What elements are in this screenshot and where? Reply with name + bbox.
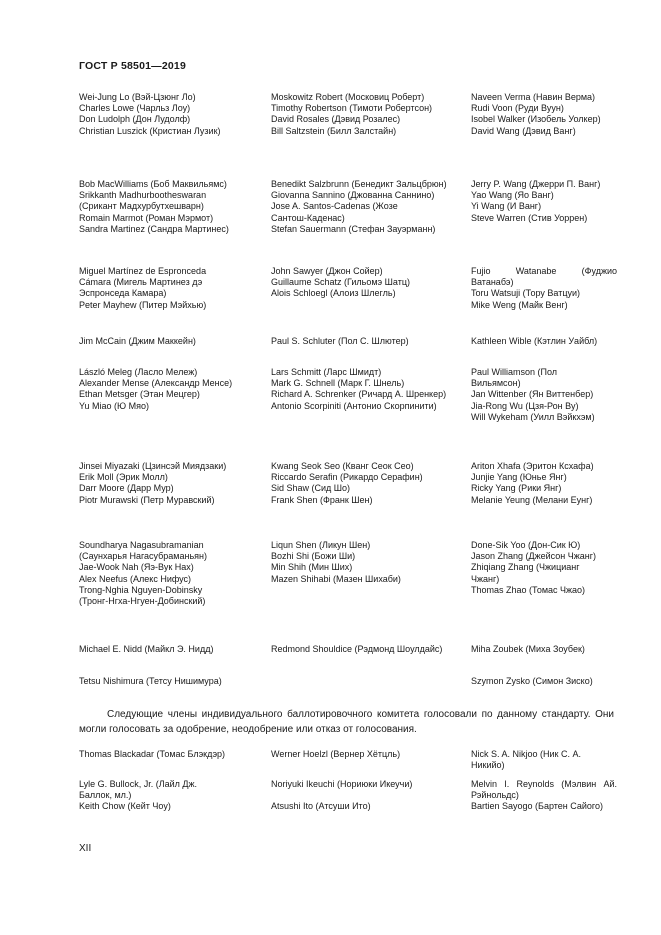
member-name-line: Peter Mayhew (Питер Мэйхью) bbox=[79, 299, 207, 310]
member-name-line: Sid Shaw (Сид Шо) bbox=[271, 483, 351, 494]
member-name-line: Trong-Nghia Nguyen-Dobinsky bbox=[79, 584, 203, 595]
member-name-line: Bill Saltzstein (Билл Залстайн) bbox=[271, 125, 397, 136]
member-name-line: Benedikt Salzbrunn (Бенедикт Зальцбрюн) bbox=[271, 179, 447, 189]
member-name-line: Charles Lowe (Чарльз Лоу) bbox=[79, 103, 191, 114]
member-name-line: Эспронседа Камара) bbox=[79, 288, 167, 299]
member-name-line: Christian Luszick (Кристиан Лузик) bbox=[79, 125, 221, 136]
name-column-c3 bbox=[471, 779, 617, 813]
member-name-line: Alois Schloegl (Алоиз Шлегль) bbox=[271, 288, 396, 299]
member-name-line: Вильямсон) bbox=[471, 378, 521, 389]
name-column-c3 bbox=[471, 367, 617, 423]
member-name-line: Isobel Walker (Изобель Уолкер) bbox=[471, 114, 601, 125]
member-name-line: Will Wykeham (Уилл Вэйкхэм) bbox=[471, 411, 595, 422]
member-name-line: Piotr Murawski (Петр Муравский) bbox=[79, 494, 215, 505]
name-column-c3 bbox=[471, 92, 617, 137]
member-name-line: Ватанабэ) bbox=[471, 277, 514, 288]
member-name-line: Rudi Voon (Руди Вуун) bbox=[471, 103, 564, 114]
member-name-line: Lars Schmitt (Ларс Шмидт) bbox=[271, 367, 382, 377]
member-name-line: Yao Wang (Яо Ванг) bbox=[471, 190, 554, 201]
member-name-line: Moskowitz Robert (Московиц Роберт) bbox=[271, 92, 425, 102]
name-column-c3 bbox=[471, 266, 617, 311]
member-name-line: Jinsei Miyazaki (Цзинсэй Миядзаки) bbox=[79, 461, 227, 471]
member-name-line: Steve Warren (Стив Уоррен) bbox=[471, 212, 588, 223]
member-name-line: Darr Moore (Дарр Мур) bbox=[79, 483, 174, 494]
member-name-line: Erik Moll (Эрик Молл) bbox=[79, 472, 168, 483]
member-name-line: Bob MacWilliams (Боб Маквильямс) bbox=[79, 179, 227, 189]
member-name-line: Riccardo Serafin (Рикардо Серафин) bbox=[271, 472, 423, 483]
member-name-line: (Тронг-Нгха-Нгуен-Добинский) bbox=[79, 596, 206, 607]
member-name-line: Bartien Sayogo (Бартен Сайого) bbox=[471, 801, 603, 812]
name-column-c2 bbox=[271, 92, 469, 137]
member-name-line: Yi Wang (И Ванг) bbox=[471, 201, 542, 212]
name-column-c3 bbox=[471, 540, 617, 596]
member-name-line: Melvin I. Reynolds (Мэлвин Ай. bbox=[471, 779, 617, 789]
member-name-line: Don Ludolph (Дон Лудолф) bbox=[79, 114, 191, 125]
member-name-line: Giovanna Sannino (Джованна Саннино) bbox=[271, 190, 435, 201]
member-name-line bbox=[271, 790, 469, 801]
member-name-line: (Саунхарья Нагасубраманьян) bbox=[79, 551, 207, 562]
member-name-line: Jose A. Santos-Cadenas (Жозе bbox=[271, 201, 398, 212]
name-column-c2 bbox=[271, 266, 469, 300]
member-name-line: David Rosales (Дэвид Розалес) bbox=[271, 114, 401, 125]
member-name-line: Sandra Martinez (Сандра Мартинес) bbox=[79, 223, 229, 234]
name-column-c1 bbox=[79, 779, 267, 813]
member-name-line: Yu Miao (Ю Мяо) bbox=[79, 400, 149, 411]
name-column-c2 bbox=[271, 179, 469, 235]
member-name-line: Naveen Verma (Навин Верма) bbox=[471, 92, 596, 102]
member-name-line: Сантош-Каденас) bbox=[271, 212, 345, 223]
member-name-line: Рэйнольдс) bbox=[471, 790, 519, 801]
name-column-c1 bbox=[79, 676, 267, 687]
member-name-line: Tetsu Nishimura (Тетсу Нишимура) bbox=[79, 676, 222, 686]
member-name-line: Mike Weng (Майк Венг) bbox=[471, 299, 568, 310]
member-name-line: Bozhi Shi (Божи Ши) bbox=[271, 551, 356, 562]
member-name-line: Michael E. Nidd (Майкл Э. Нидд) bbox=[79, 644, 214, 654]
member-name-line: Kathleen Wible (Кэтлин Уайбл) bbox=[471, 336, 598, 346]
member-name-line: Никийо) bbox=[471, 760, 505, 771]
member-name-line: Ariton Xhafa (Эритон Ксхафа) bbox=[471, 461, 594, 471]
name-column-c1 bbox=[79, 179, 267, 235]
member-name-line: Jae-Wook Nah (Яэ-Вук Нах) bbox=[79, 562, 194, 573]
member-name-line: Atsushi Ito (Атсуши Ито) bbox=[271, 801, 371, 812]
name-column-c3 bbox=[471, 644, 617, 655]
member-name-line: Fujio Watanabe (Фуджио bbox=[471, 266, 617, 276]
member-name-line: David Wang (Дэвид Ванг) bbox=[471, 125, 576, 136]
member-name-line: Frank Shen (Франк Шен) bbox=[271, 494, 373, 505]
member-name-line: (Срикант Мадхурбутхешварн) bbox=[79, 201, 204, 212]
member-name-line: Ethan Metsger (Этан Мецгер) bbox=[79, 389, 200, 400]
name-column-c2 bbox=[271, 749, 469, 760]
member-name-line: Stefan Sauermann (Стефан Зауэрманн) bbox=[271, 223, 436, 234]
member-name-line: Min Shih (Мин Ших) bbox=[271, 562, 353, 573]
member-name-line: Redmond Shouldice (Рэдмонд Шоулдайс) bbox=[271, 644, 443, 654]
name-column-c2 bbox=[271, 540, 469, 585]
member-name-line: Thomas Zhao (Томас Чжао) bbox=[471, 584, 586, 595]
member-name-line: Jia-Rong Wu (Цзя-Рон Ву) bbox=[471, 400, 579, 411]
member-name-line: Richard A. Schrenker (Ричард А. Шренкер) bbox=[271, 389, 447, 400]
member-name-line: Cámara (Мигель Мартинез дэ bbox=[79, 277, 203, 288]
member-name-line: Junjie Yang (Юнье Янг) bbox=[471, 472, 567, 483]
name-column-c3 bbox=[471, 749, 617, 771]
member-name-line: Jan Wittenber (Ян Виттенбер) bbox=[471, 389, 594, 400]
name-column-c3 bbox=[471, 336, 617, 347]
member-name-line: Nick S. A. Nikjoo (Ник С. А. bbox=[471, 749, 581, 759]
member-name-line: Soundharya Nagasubramanian bbox=[79, 540, 204, 550]
member-name-line: Miha Zoubek (Миха Зоубек) bbox=[471, 644, 585, 654]
member-name-line: Lyle G. Bullock, Jr. (Лайл Дж. bbox=[79, 779, 197, 789]
name-column-c1 bbox=[79, 367, 267, 412]
name-column-c3 bbox=[471, 179, 617, 224]
member-name-line: Romain Marmot (Роман Мэрмот) bbox=[79, 212, 214, 223]
member-name-line: Mazen Shihabi (Мазен Шихаби) bbox=[271, 573, 401, 584]
name-column-c2 bbox=[271, 644, 469, 655]
ballot-paragraph: Следующие члены индивидуального баллотировочного комитета голосовали по данному стандарту. Они могли голосовать за одобрение, неодобрение или отказ от голосования. bbox=[79, 709, 614, 735]
member-name-line: Paul S. Schluter (Пол С. Шлютер) bbox=[271, 336, 409, 346]
name-column-c1 bbox=[79, 540, 267, 607]
name-column-c2 bbox=[271, 336, 469, 347]
member-name-line: Jerry P. Wang (Джерри П. Ванг) bbox=[471, 179, 601, 189]
member-name-line: Mark G. Schnell (Марк Г. Шнель) bbox=[271, 378, 405, 389]
name-column-c1 bbox=[79, 749, 267, 760]
member-name-line: Kwang Seok Seo (Кванг Сеок Сео) bbox=[271, 461, 414, 471]
member-name-line: Srikkanth Madhurbootheswaran bbox=[79, 190, 207, 201]
member-name-line: Toru Watsuji (Тору Ватцуи) bbox=[471, 288, 580, 299]
member-name-line: Thomas Blackadar (Томас Блэкдэр) bbox=[79, 749, 226, 759]
member-name-line: John Sawyer (Джон Сойер) bbox=[271, 266, 383, 276]
member-name-line: Jim McCain (Джим Маккейн) bbox=[79, 336, 196, 346]
member-name-line: Paul Williamson (Пол bbox=[471, 367, 558, 377]
member-name-line: Wei-Jung Lo (Вэй-Цзюнг Ло) bbox=[79, 92, 196, 102]
member-name-line: Jason Zhang (Джейсон Чжанг) bbox=[471, 551, 597, 562]
name-column-c2 bbox=[271, 461, 469, 506]
member-name-line: László Meleg (Ласло Мележ) bbox=[79, 367, 198, 377]
member-name-line: Ricky Yang (Рики Янг) bbox=[471, 483, 562, 494]
name-column-c1 bbox=[79, 266, 267, 311]
member-name-line: Timothy Robertson (Тимоти Робертсон) bbox=[271, 103, 433, 114]
name-column-c1 bbox=[79, 92, 267, 137]
member-name-line: Баллок, мл.) bbox=[79, 790, 132, 801]
member-name-line: Werner Hoelzl (Вернер Хётцль) bbox=[271, 749, 401, 759]
name-column-c1 bbox=[79, 461, 267, 506]
member-name-line: Melanie Yeung (Мелани Еунг) bbox=[471, 494, 593, 505]
name-column-c3 bbox=[471, 461, 617, 506]
document-header: ГОСТ Р 58501—2019 bbox=[79, 60, 187, 72]
member-name-line: Done-Sik Yoo (Дон-Сик Ю) bbox=[471, 540, 581, 550]
member-name-line: Noriyuki Ikeuchi (Нориюки Икеучи) bbox=[271, 779, 413, 789]
name-column-c2 bbox=[271, 779, 469, 813]
member-name-line: Zhiqiang Zhang (Чжицианг bbox=[471, 562, 580, 573]
member-name-line: Antonio Scorpiniti (Антонио Скорпинити) bbox=[271, 400, 437, 411]
page-number: XII bbox=[79, 843, 92, 854]
name-column-c1 bbox=[79, 336, 267, 347]
member-name-line: Alex Neefus (Алекс Нифус) bbox=[79, 573, 192, 584]
member-name-line: Alexander Mense (Александр Менсе) bbox=[79, 378, 233, 389]
name-column-c1 bbox=[79, 644, 267, 655]
name-column-c3 bbox=[471, 676, 617, 687]
member-name-line: Miguel Martínez de Espronceda bbox=[79, 266, 207, 276]
member-name-line: Szymon Zysko (Симон Зиско) bbox=[471, 676, 593, 686]
name-column-c2 bbox=[271, 367, 469, 412]
member-name-line: Guillaume Schatz (Гильомэ Шатц) bbox=[271, 277, 410, 288]
member-name-line: Чжанг) bbox=[471, 573, 500, 584]
member-name-line: Liqun Shen (Ликун Шен) bbox=[271, 540, 371, 550]
member-name-line: Keith Chow (Кейт Чоу) bbox=[79, 801, 171, 812]
